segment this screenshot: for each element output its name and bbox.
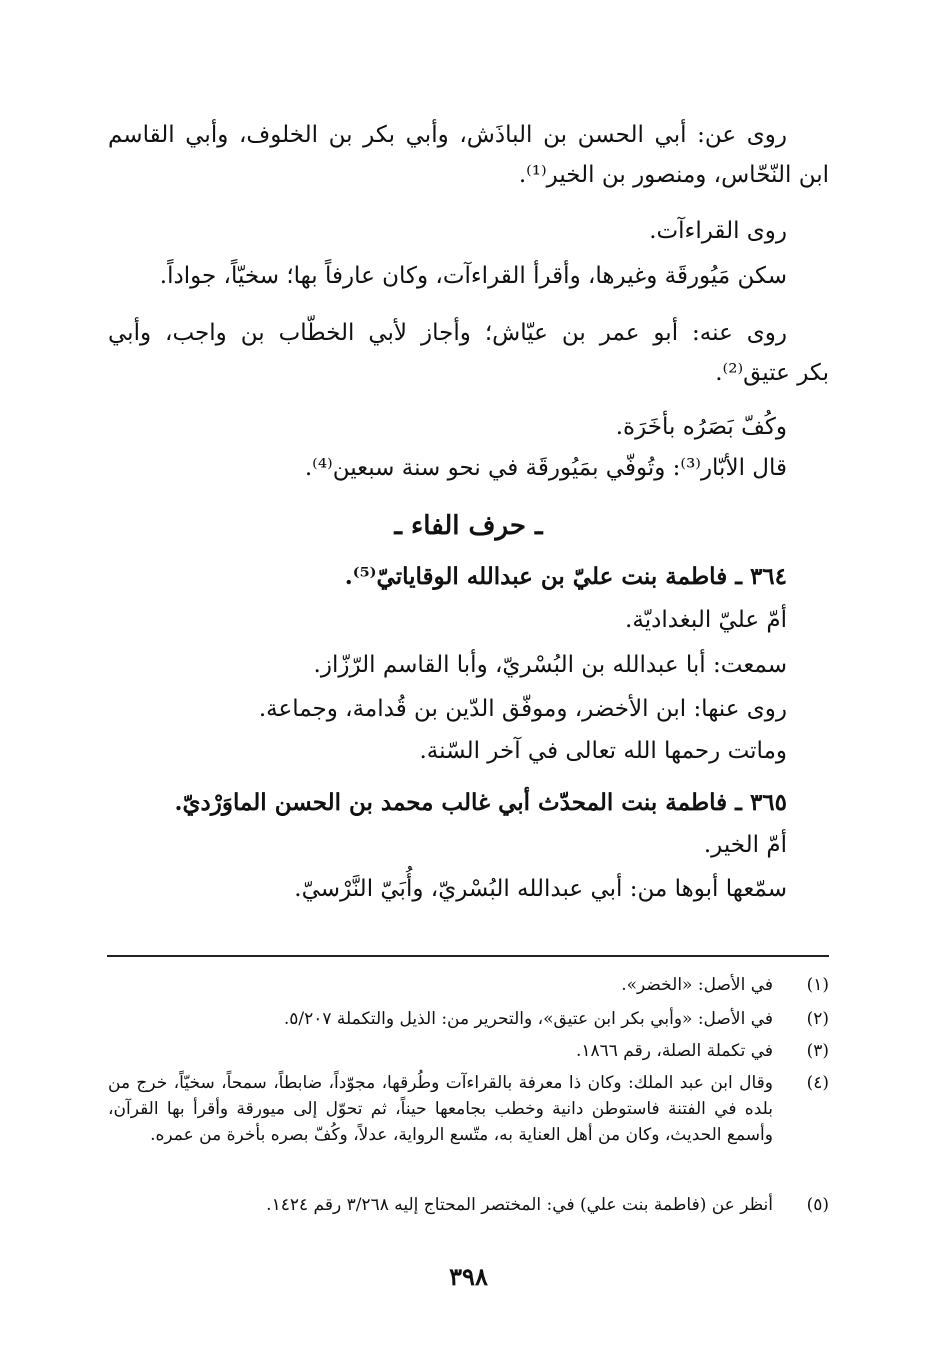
text-line: روى عنه: أبو عمر بن عيّاش؛ وأجاز لأبي الخطّاب بن واجب، وأبي bbox=[108, 320, 787, 346]
footnote bbox=[108, 1006, 829, 1032]
footnote-number: (٥) bbox=[806, 1195, 829, 1215]
text-line: أمّ الخير. bbox=[703, 832, 787, 858]
footnote-number: (٢) bbox=[806, 1009, 829, 1029]
entry-title: ٣٦٥ ـ فاطمة بنت المحدّث أبي غالب محمد بن الحسن الماوَرْديّ. bbox=[174, 789, 787, 816]
text-line: وكُفّ بَصَرُه بأخَرَة. bbox=[615, 414, 787, 440]
text-line: سمّعها أبوها من: أبي عبدالله البُسْريّ، وأُبَيّ النَّرْسيّ. bbox=[294, 876, 787, 902]
text-line: روى عن: أبي الحسن بن الباذَش، وأبي بكر بن الخلوف، وأبي القاسم bbox=[108, 122, 787, 148]
footnote-text: وقال ابن عبد الملك: وكان ذا معرفة بالقراءآت وطُرقها، مجوّداً، ضابطاً، سمحاً، سخيّاً، خرج من بلده في الفتنة فاستوطن دانية وخطب بجامعها حيناً، ثم تحوّل إلى ميورقة وأقرأ بها القرآن، وأسمع الحديث، وكان من أهل العناية به، متّسع الرواية، عدلاً، وكُفّ بصره بأخرة من عمره. bbox=[108, 1073, 773, 1145]
footnote-text: في الأصل: «الخضر». bbox=[621, 975, 773, 995]
footnote-text: في الأصل: «وأبي بكر ابن عتيق»، والتحرير من: الذيل والتكملة ٥/٢٠٧. bbox=[283, 1009, 773, 1029]
footnote-number: (٤) bbox=[806, 1073, 829, 1093]
footnote bbox=[108, 1192, 829, 1218]
page-number: ٣٩٨ bbox=[449, 1262, 488, 1291]
text-line: بكر عتيق⁽²⁾. bbox=[715, 360, 829, 386]
footnote-separator bbox=[107, 955, 829, 957]
text-line: أمّ عليّ البغداديّة. bbox=[625, 607, 787, 633]
footnote bbox=[108, 1038, 829, 1064]
text-line: سكن مَيُورقَة وغيرها، وأقرأ القراءآت، وكان عارفاً بها؛ سخيّاً، جواداً. bbox=[159, 263, 787, 289]
text-line: روى عنها: ابن الأخضر، وموفّق الدّين بن قُدامة، وجماعة. bbox=[258, 696, 787, 722]
footnote-number: (٣) bbox=[806, 1041, 829, 1061]
entry-title: ٣٦٤ ـ فاطمة بنت عليّ بن عبدالله الوقاياتيّ⁽⁵⁾. bbox=[344, 563, 787, 590]
footnote-text: أنظر عن (فاطمة بنت علي) في: المختصر المحتاج إليه ٣/٢٦٨ رقم ١٤٢٤. bbox=[266, 1195, 773, 1215]
text-line: ابن النّحّاس، ومنصور بن الخير⁽¹⁾. bbox=[518, 162, 829, 188]
footnote-number: (١) bbox=[806, 975, 829, 995]
footnote bbox=[108, 1070, 829, 1148]
section-heading: ـ حرف الفاء ـ bbox=[394, 511, 543, 541]
text-line: سمعت: أبا عبدالله بن البُسْريّ، وأبا القاسم الرّزّاز. bbox=[313, 652, 787, 678]
text-line: روى القراءآت. bbox=[649, 218, 787, 244]
footnote-text: في تكملة الصلة، رقم ١٨٦٦. bbox=[575, 1041, 773, 1061]
text-line: قال الأبّار⁽³⁾: وتُوفّي بمَيُورقَة في نحو سنة سبعين⁽⁴⁾. bbox=[304, 455, 787, 481]
footnote bbox=[108, 972, 829, 998]
text-line: وماتت رحمها الله تعالى في آخر السّنة. bbox=[419, 738, 787, 764]
